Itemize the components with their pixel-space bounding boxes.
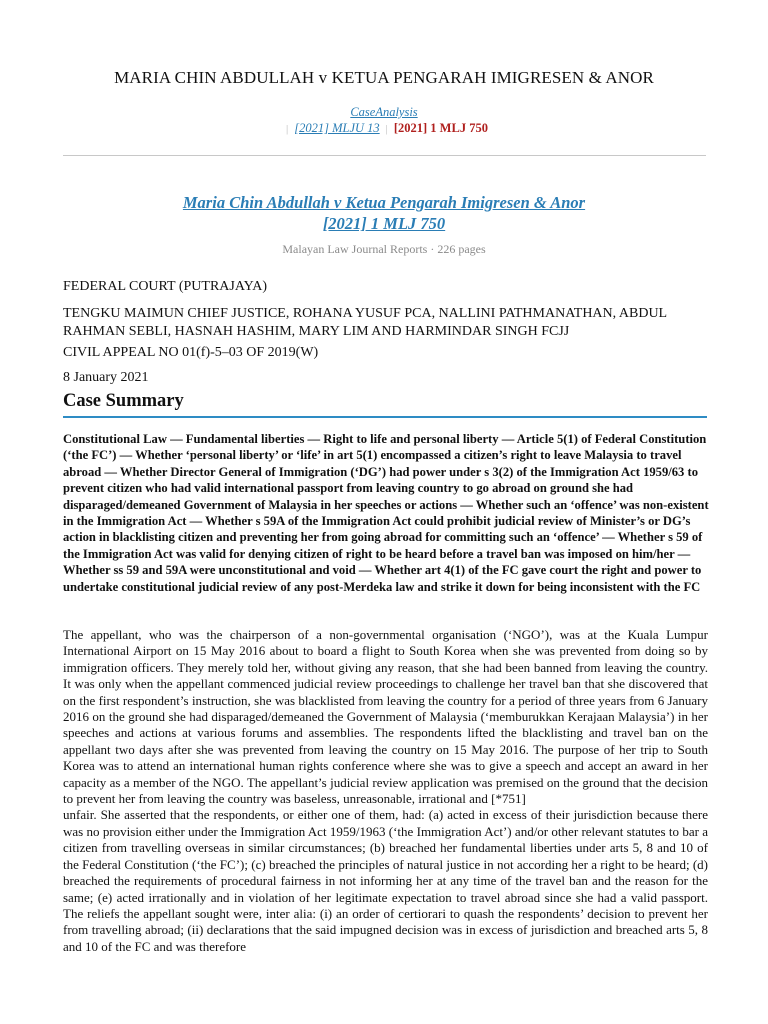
document-title: MARIA CHIN ABDULLAH v KETUA PENGARAH IMIGRESEN & ANOR bbox=[114, 68, 654, 87]
judges: TENGKU MAIMUN CHIEF JUSTICE, ROHANA YUSUF PCA, NALLINI PATHMANATHAN, ABDUL RAHMAN SEBLI, HASNAH HASHIM, MARY LIM AND HARMINDAR SINGH FCJJ bbox=[63, 306, 667, 339]
publication-meta: Malayan Law Journal Reports · 226 pages bbox=[282, 242, 486, 256]
summary-paragraph: The appellant, who was the chairperson of a non-governmental organisation (‘NGO’), was at the Kuala Lumpur International Airport on 15 May 2016 about to board a flight to South Korea when she was prevented from doing so by immigration officers. They merely told her, without giving any reason, that she had been banned from leaving the country. It was only when the appellant commenced judicial review proceedings to challenge her travel ban that she discovered that on the first respondent’s instruction, she was blacklisted from leaving the country for a period of three years from 6 January 2016 on the ground she had disparaged/demeaned the Government of Malaysia (‘memburukkan Kerajaan Malaysia’) in her speeches and actions at various forums and assemblies. The respondents lifted the blacklisting and travel ban on the appellant two days after she was prevented from leaving the country on 15 May 2016. The purpose of her trip to South Korea was to attend an international human rights conference where she was to give a speech and accept an award in her capacity as a member of the NGO. The appellant’s judicial review application was premised on the ground that the decision to prevent her from leaving the country was baseless, unreasonable, irrational and [*751] bbox=[63, 627, 708, 807]
judgment-date: 8 January 2021 bbox=[63, 370, 149, 385]
citation-separator: | bbox=[286, 123, 289, 135]
case-title-line2[interactable]: [2021] 1 MLJ 750 bbox=[322, 214, 446, 233]
citation-row bbox=[0, 121, 768, 136]
summary-body bbox=[63, 627, 708, 955]
section-heading: Case Summary bbox=[63, 391, 184, 411]
court-name: FEDERAL COURT (PUTRAJAYA) bbox=[63, 279, 267, 294]
summary-paragraph: unfair. She asserted that the respondents, or either one of them, had: (a) acted in excess of their jurisdiction because there was no provision either under the Immigration Act 1959/1963 (‘the Immigration Act’) and/or other relevant statutes to bar a citizen from travelling overseas in similar circumstances; (b) breached her fundamental liberties under arts 5, 8 and 10 of the Federal Constitution (‘the FC’); (c) breached the principles of natural justice in not according her a right to be heard; (d) breached the requirements of procedural fairness in not informing her at any time of the travel ban and the reason for the same; (e) acted irrationally and in violation of her legitimate expectation to travel abroad since she had a valid passport. The reliefs the appellant sought were, inter alia: (i) an order of certiorari to quash the respondents’ decision to prevent her from travelling abroad; (ii) declarations that the said impugned decision was in excess of jurisdiction and breached arts 5, 8 and 10 of the FC and was therefore bbox=[63, 807, 708, 954]
section-heading-rule bbox=[63, 416, 707, 418]
citation-separator: | bbox=[385, 123, 388, 135]
case-analysis-link[interactable]: CaseAnalysis bbox=[350, 105, 418, 119]
case-title-line1[interactable]: Maria Chin Abdullah v Ketua Pengarah Imigresen & Anor bbox=[182, 193, 586, 212]
mlj-citation: [2021] 1 MLJ 750 bbox=[393, 121, 488, 135]
header-divider bbox=[63, 155, 706, 156]
mlju-citation-link[interactable]: [2021] MLJU 13 bbox=[294, 121, 380, 135]
catchwords: Constitutional Law — Fundamental liberties — Right to life and personal liberty — Article 5(1) of Federal Constitution (‘the FC’) — Whether ‘personal liberty’ or ‘life’ in art 5(1) encompassed a citizen’s right to leave Malaysia to travel abroad — Whether Director General of Immigration (‘DG’) had power under s 3(2) of the Immigration Act 1959/63 to prevent citizen who had valid international passport from leaving country to go abroad on ground she had disparaged/demeaned Government of Malaysia in her speeches or actions — Whether such an ‘offence’ was non-existent in the Immigration Act — Whether s 59A of the Immigration Act could prohibit judicial review of Minister’s or DG’s action in blacklisting citizen and preventing her from going abroad for committing such an ‘offence’ — Whether s 59 of the Immigration Act was valid for denying citizen of right to be heard before a travel ban was imposed on him/her — Whether ss 59 and 59A were unconstitutional and void — Whether art 4(1) of the FC gave court the right and power to undertake constitutional judicial review of any post-Merdeka law and strike it down for being inconsistent with the FC bbox=[63, 432, 709, 594]
appeal-number: CIVIL APPEAL NO 01(f)-5–03 OF 2019(W) bbox=[63, 345, 319, 360]
case-title[interactable] bbox=[0, 192, 768, 234]
